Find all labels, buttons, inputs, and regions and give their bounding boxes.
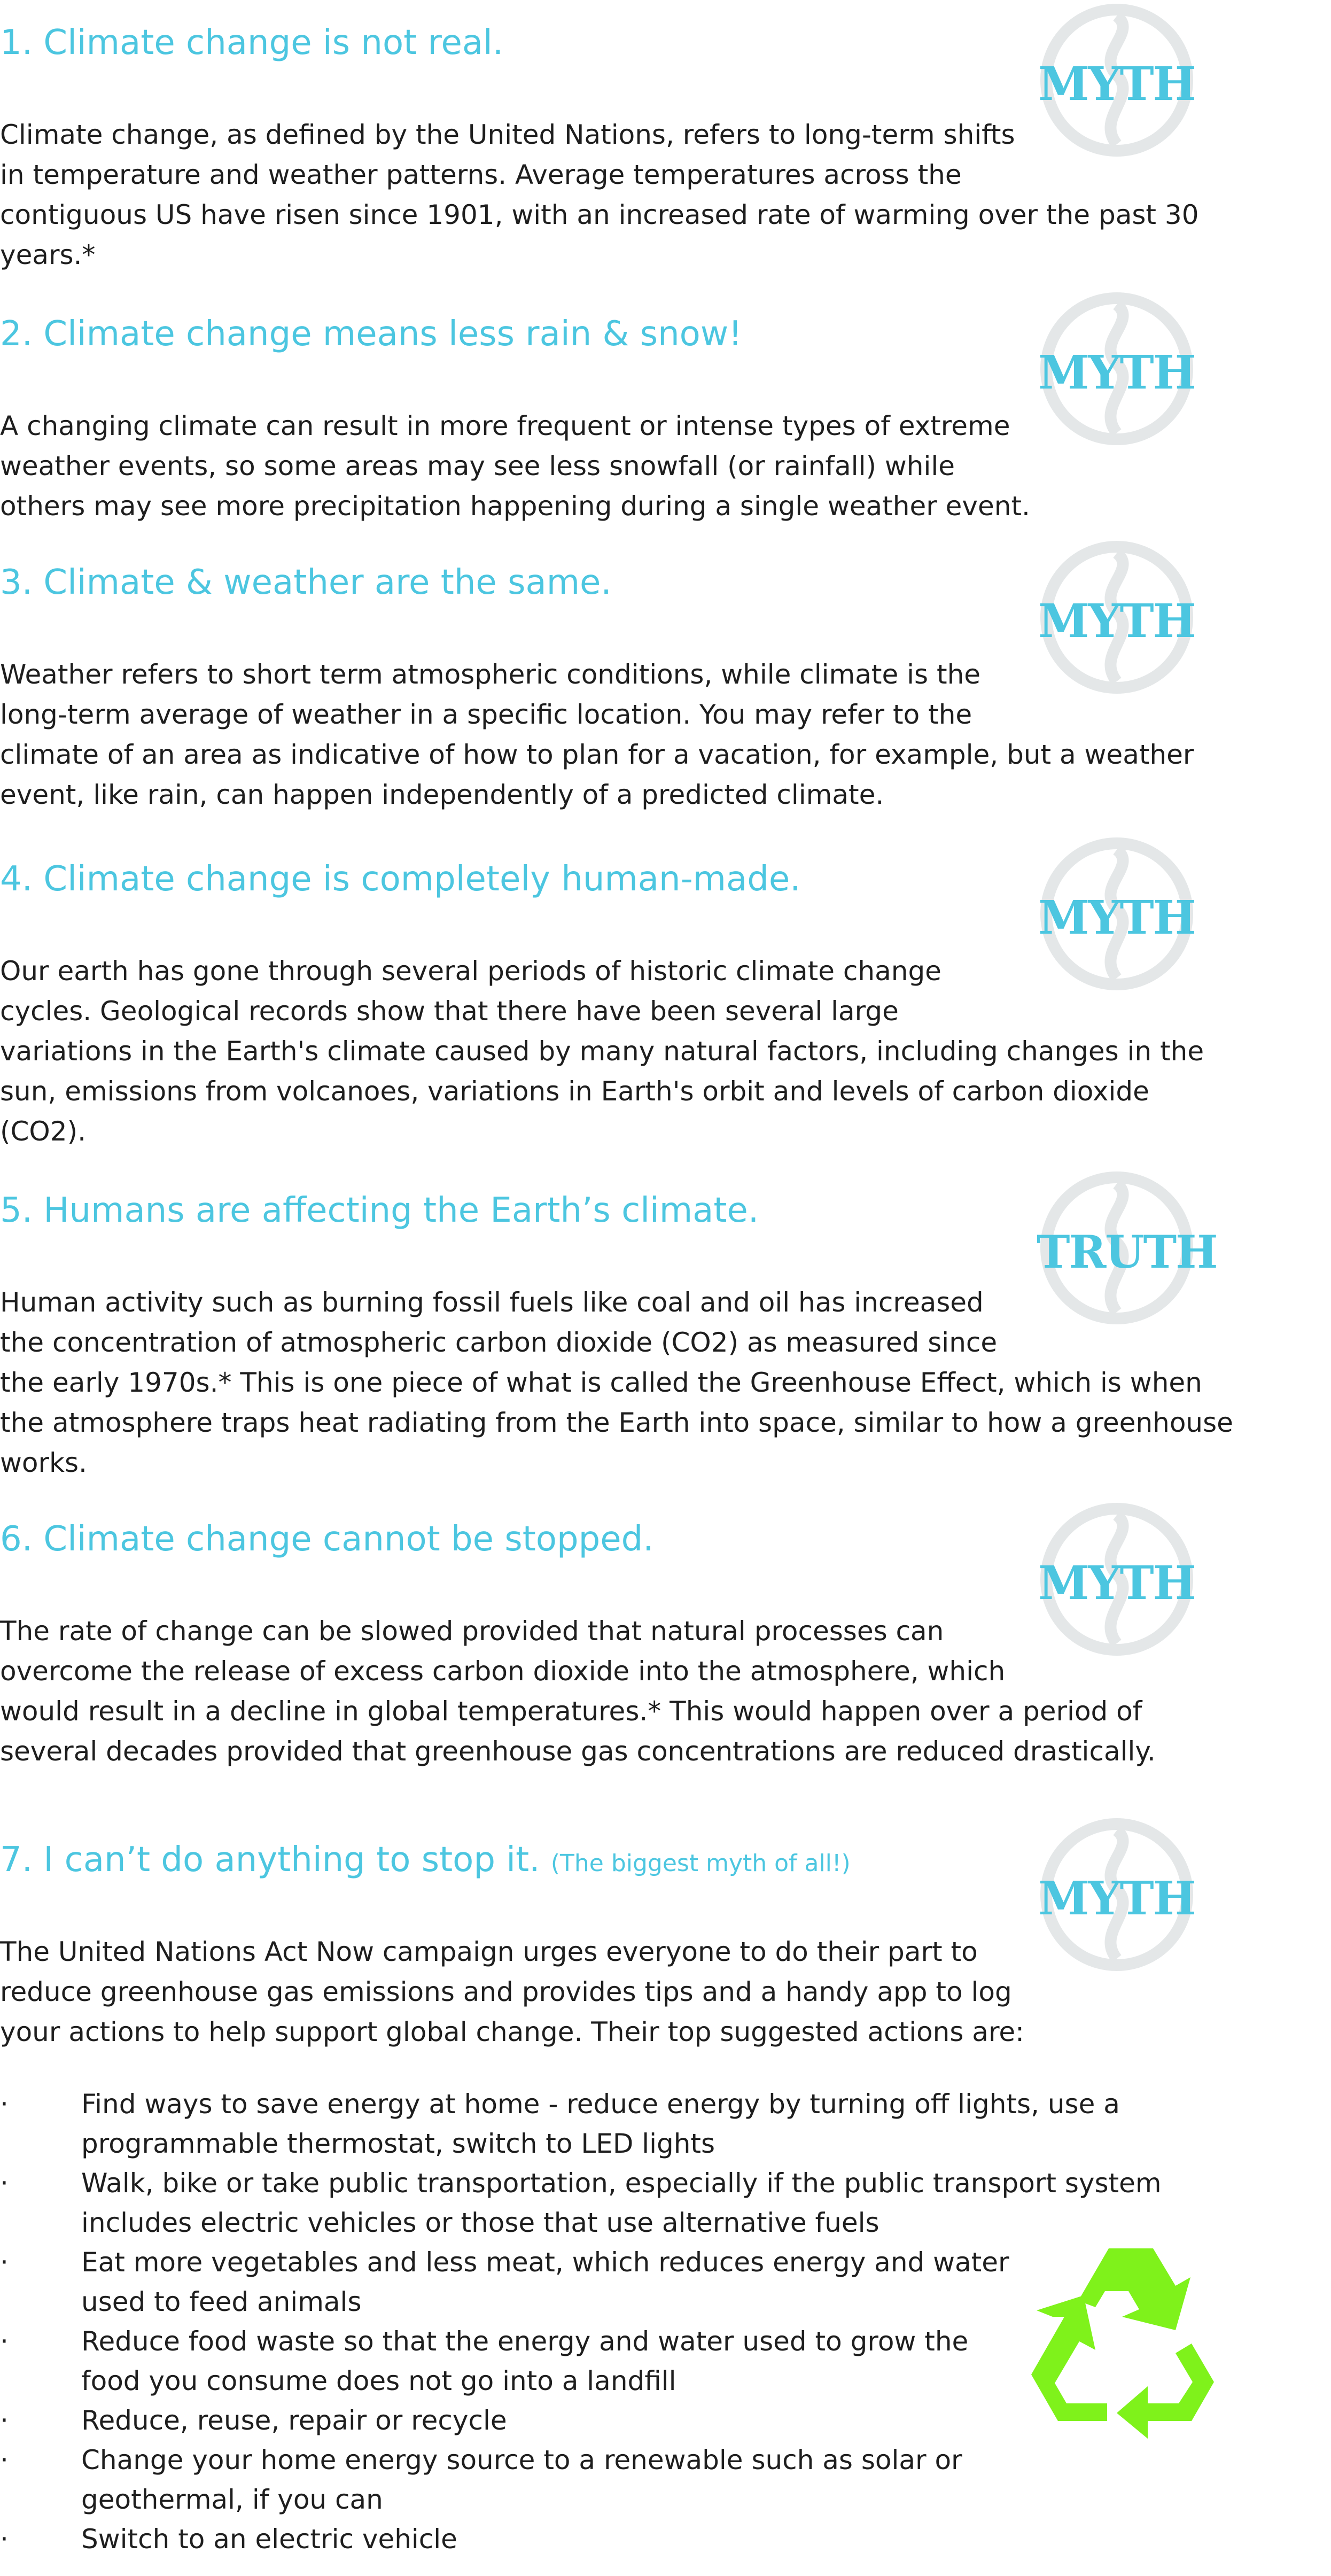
body-line: overcome the release of excess carbon dioxide into the atmosphere, which xyxy=(0,1656,1006,1687)
body-line: climate of an area as indicative of how to plan for a vacation, for example, but a weather xyxy=(0,739,1194,770)
list-item xyxy=(0,2440,1162,2519)
badge-label: MYTH xyxy=(1038,1556,1195,1610)
truth-badge xyxy=(1037,1168,1217,1328)
list-item-line: Walk, bike or take public transportation, especially if the public transport system xyxy=(81,2168,1162,2199)
bullet-dot: · xyxy=(0,2247,9,2278)
list-item-line: Switch to an electric vehicle xyxy=(81,2524,457,2555)
list-item-line: food you consume does not go into a landfill xyxy=(81,2365,676,2396)
list-item xyxy=(0,2401,1162,2440)
body-line: contiguous US have risen since 1901, with an increased rate of warming over the past 30 xyxy=(0,199,1199,230)
body-line: the concentration of atmospheric carbon dioxide (CO2) as measured since xyxy=(0,1327,998,1358)
body-line: works. xyxy=(0,1447,87,1478)
bullet-dot: · xyxy=(0,2326,9,2357)
section-heading xyxy=(0,1838,851,1885)
section-heading: 2. Climate change means less rain & snow! xyxy=(0,314,742,354)
list-item-line: includes electric vehicles or those that use alternative fuels xyxy=(81,2207,879,2238)
badge-label: TRUTH xyxy=(1037,1225,1217,1278)
bullet-dot: · xyxy=(0,2524,9,2555)
body-line: Human activity such as burning fossil fuels like coal and oil has increased xyxy=(0,1287,984,1318)
list-item xyxy=(0,2243,1162,2322)
list-item-line: Eat more vegetables and less meat, which reduces energy and water xyxy=(81,2247,1009,2278)
badge-label: MYTH xyxy=(1038,57,1195,111)
body-line: weather events, so some areas may see less snowfall (or rainfall) while xyxy=(0,451,955,482)
section-heading: 6. Climate change cannot be stopped. xyxy=(0,1519,654,1559)
body-line: A changing climate can result in more frequent or intense types of extreme xyxy=(0,410,1010,441)
body-line: others may see more precipitation happening during a single weather event. xyxy=(0,491,1030,522)
body-line: several decades provided that greenhouse gas concentrations are reduced drastically. xyxy=(0,1736,1156,1767)
list-item xyxy=(0,2163,1162,2243)
section-heading: 5. Humans are affecting the Earth’s climate. xyxy=(0,1191,759,1230)
body-line: (CO2). xyxy=(0,1116,86,1147)
body-line: Our earth has gone through several periods of historic climate change xyxy=(0,956,941,987)
list-item-line: Reduce food waste so that the energy and water used to grow the xyxy=(81,2326,969,2357)
myth-badge xyxy=(1037,0,1197,160)
body-line: your actions to help support global change. Their top suggested actions are: xyxy=(0,2016,1025,2047)
bullet-dot: · xyxy=(0,2168,9,2199)
body-line: Weather refers to short term atmospheric conditions, while climate is the xyxy=(0,659,981,690)
list-item xyxy=(0,2322,1162,2401)
bullet-dot: · xyxy=(0,2445,9,2476)
badge-label: MYTH xyxy=(1038,1872,1195,1926)
body-line: The United Nations Act Now campaign urges everyone to do their part to xyxy=(0,1936,978,1967)
list-item-line: programmable thermostat, switch to LED lights xyxy=(81,2128,715,2159)
body-line: Climate change, as defined by the United Nations, refers to long-term shifts xyxy=(0,119,1015,150)
list-item xyxy=(0,2084,1162,2163)
badge-label: MYTH xyxy=(1038,891,1195,945)
section-heading: 4. Climate change is completely human-made. xyxy=(0,859,801,899)
body-line: long-term average of weather in a specific location. You may refer to the xyxy=(0,699,972,730)
body-line: the atmosphere traps heat radiating from the Earth into space, similar to how a greenhouse xyxy=(0,1407,1233,1438)
body-line: event, like rain, can happen independently of a predicted climate. xyxy=(0,779,884,810)
body-line: cycles. Geological records show that there have been several large xyxy=(0,996,899,1027)
list-item-line: geothermal, if you can xyxy=(81,2484,383,2515)
recycle-symbol-icon xyxy=(1015,2237,1229,2440)
body-line: in temperature and weather patterns. Average temperatures across the xyxy=(0,159,962,190)
bullet-dot: · xyxy=(0,2405,9,2436)
myth-badge xyxy=(1037,1499,1197,1659)
body-line: reduce greenhouse gas emissions and provides tips and a handy app to log xyxy=(0,1976,1012,2007)
recycle-icon xyxy=(1015,2237,1229,2440)
list-item-line: Reduce, reuse, repair or recycle xyxy=(81,2405,507,2436)
section-heading-text: 7. I can’t do anything to stop it. xyxy=(0,1840,540,1880)
action-list xyxy=(0,2084,1162,2559)
body-line: the early 1970s.* This is one piece of what is called the Greenhouse Effect, which is when xyxy=(0,1367,1202,1398)
badge-label: MYTH xyxy=(1038,346,1195,400)
section-heading: 3. Climate & weather are the same. xyxy=(0,563,612,602)
body-line: variations in the Earth's climate caused by many natural factors, including changes in the xyxy=(0,1036,1204,1067)
section-heading: 1. Climate change is not real. xyxy=(0,23,504,63)
list-item-line: used to feed animals xyxy=(81,2286,362,2317)
section-heading-note: (The biggest myth of all!) xyxy=(550,1850,851,1877)
body-line: years.* xyxy=(0,239,96,270)
bullet-dot: · xyxy=(0,2089,9,2120)
badge-label: MYTH xyxy=(1038,594,1195,648)
body-line: would result in a decline in global temperatures.* This would happen over a period of xyxy=(0,1696,1142,1727)
body-line: sun, emissions from volcanoes, variations in Earth's orbit and levels of carbon dioxide xyxy=(0,1076,1149,1107)
list-item-line: Find ways to save energy at home - reduce energy by turning off lights, use a xyxy=(81,2089,1120,2120)
list-item xyxy=(0,2519,1162,2559)
body-line: The rate of change can be slowed provided that natural processes can xyxy=(0,1616,944,1647)
myth-badge xyxy=(1037,834,1197,994)
list-item-line: Change your home energy source to a renewable such as solar or xyxy=(81,2445,962,2476)
myth-badge xyxy=(1037,289,1197,449)
myth-badge xyxy=(1037,537,1197,697)
myth-badge xyxy=(1037,1814,1197,1975)
